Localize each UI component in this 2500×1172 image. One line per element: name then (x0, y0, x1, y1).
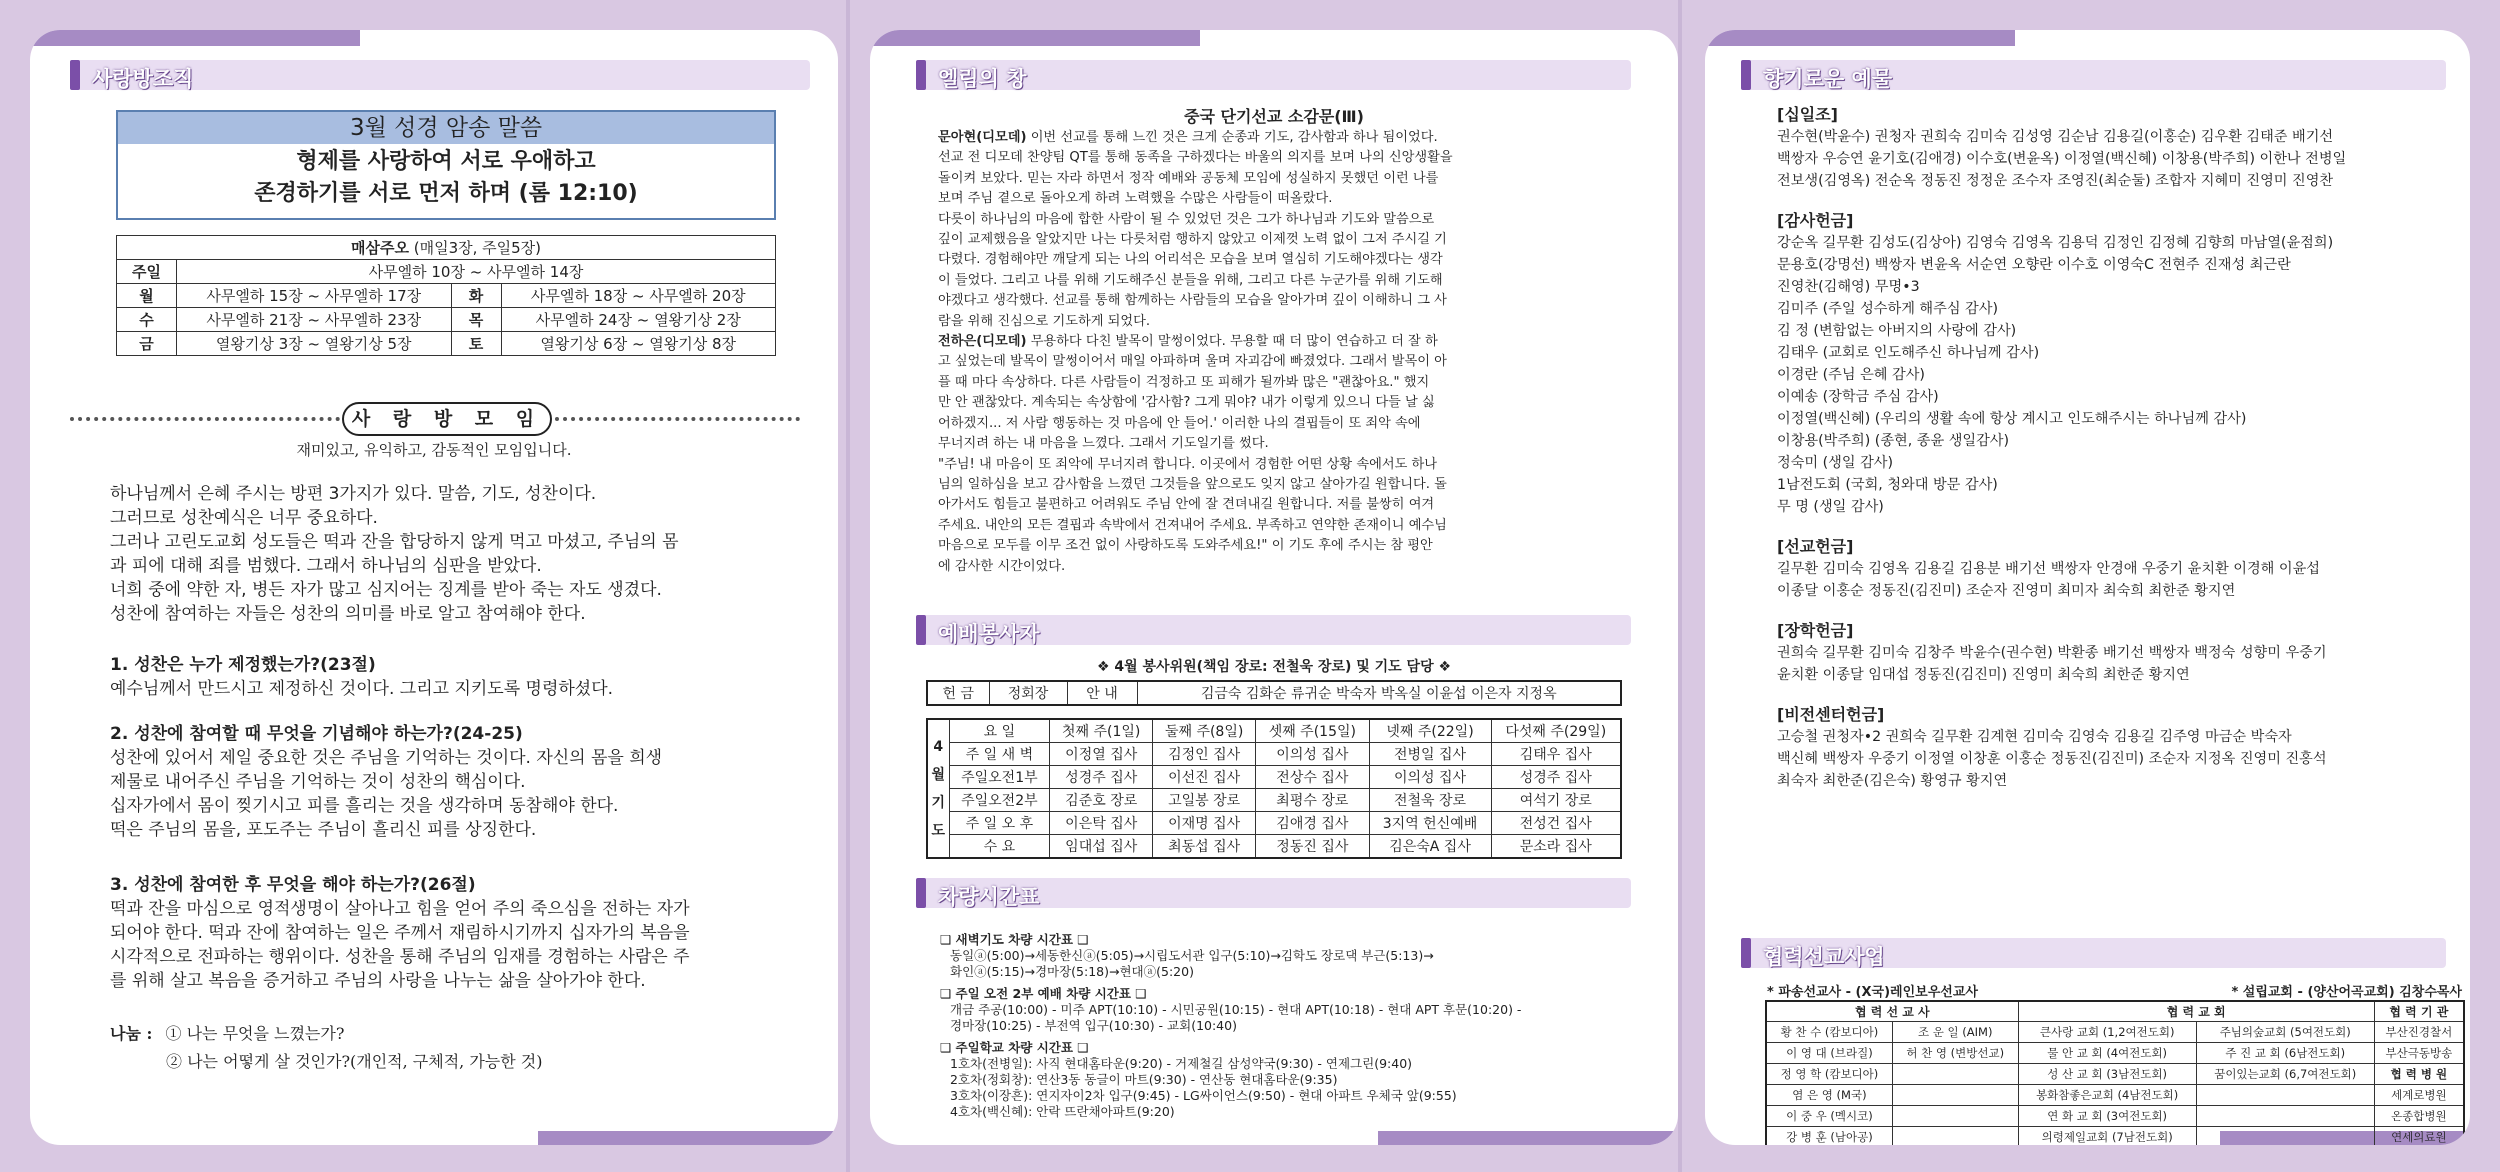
decor-band (1705, 30, 2015, 46)
decor-band (30, 30, 360, 46)
panel-middle (870, 30, 1678, 1145)
text-line: 이정열(백신혜) (우리의 생활 속에 항상 계시고 인도해주시는 하나님께 감사) (1777, 411, 2247, 427)
section-title: 향기로운 예물 (1763, 67, 1893, 91)
text-line: 무너지려 하는 내 마음을 느꼈다. 그래서 기도일기를 썼다. (938, 436, 1269, 452)
section-header-elim (916, 60, 1631, 90)
question-title: 1. 성찬은 누가 제정했는가?(23절) (110, 655, 376, 675)
question-title: 3. 성찬에 참여한 후 무엇을 해야 하는가?(26절) (110, 875, 476, 895)
text-line: 동일ⓐ(5:00)→세동한신ⓐ(5:05)→시립도서관 입구(5:10)→김학도 장로댁 부근(5:13)→ (950, 948, 1434, 963)
text-line: 1호차(전병일): 사직 현대홈타운(9:20) - 거제철길 삼성약국(9:30) - 연제그린(9:40) (950, 1056, 1413, 1071)
day-label: 월 (117, 284, 177, 308)
text-line: 3호차(이장흔): 연지자이2차 입구(9:45) - LG싸이언스(9:50) - 현대 아파트 우체국 앞(9:55) (950, 1088, 1457, 1103)
text-line: 플 때 마다 속상하다. 다른 사람들이 걱정하고 또 피해가 될까봐 많은 "괜찮아요." 했지 (938, 374, 1430, 390)
text-line: 1남전도회 (국회, 청와대 방문 감사) (1777, 477, 1998, 493)
reading-range: 사무엘하 18장 ~ 사무엘하 20장 (501, 284, 776, 308)
day-label: 수 (117, 308, 177, 332)
text-line: 진영찬(김해영) 무명•3 (1777, 279, 1920, 295)
text-line: 고승철 권청자•2 권희숙 길무환 김계현 김미숙 김영숙 김용길 김주영 마금순 박숙자 (1777, 729, 2292, 745)
section-title: 사랑방조직 (92, 67, 194, 91)
table-row: 강 병 훈 (남아공) 의령제일교회 (7남전도회) 연세의료원 (1766, 1127, 2464, 1146)
decor-band (870, 30, 1200, 46)
text-line: 제물로 내어주신 주님을 기억하는 것이 성찬의 핵심이다. (110, 772, 526, 792)
section-title: 협력선교사업 (1763, 945, 1885, 969)
text-line: 다렸다. 경험해야만 깨달게 되는 나의 어리석은 모습을 보며 열심히 기도해야겠다는 생각 (938, 252, 1443, 268)
article-title: 중국 단기선교 소감문(Ⅲ) (1184, 107, 1364, 126)
text-line: 고 싶었는데 발목이 말썽이어서 매일 아파하며 울며 자괴감에 빠졌었다. 그래서 발목이 아 (938, 354, 1447, 370)
offering-groups (1777, 104, 2457, 792)
bus-schedule-title: ❑ 주일학교 차량 시간표 ❑ (940, 1040, 1089, 1055)
mission-right-title: * 설립교회 - (양산어곡교회) 김창수목사 (2231, 985, 2462, 1000)
role-label: 헌 금 (927, 681, 989, 705)
question-title: 2. 성찬에 참여할 때 무엇을 기념해야 하는가?(24-25) (110, 724, 523, 744)
serve-heading: ❖ 4월 봉사위원(책임 장로: 전철욱 장로) 및 기도 담당 ❖ (1096, 659, 1452, 675)
author-name: 전하은(디모데) (938, 334, 1027, 350)
table-header-cell: 셋째 주(15일) (1256, 719, 1369, 743)
day-label: 금 (117, 332, 177, 356)
text-line: 김미주 (주일 성수하게 해주심 감사) (1777, 301, 1998, 317)
reading-range: 사무엘하 21장 ~ 사무엘하 23장 (177, 308, 452, 332)
role-value: 김금숙 김화순 류귀순 박숙자 박옥실 이윤섭 이은자 지정옥 (1137, 681, 1621, 705)
intro-text (110, 482, 810, 626)
text-line: 강순옥 길무환 김성도(김상아) 김영숙 김영옥 김용덕 김정인 김정혜 김향희 마남열(윤점희) (1777, 235, 2334, 251)
text-line: 윤치환 이종달 임대섭 정동진(김진미) 진영미 최숙희 최한준 황지연 (1777, 667, 2190, 683)
month-side-label: 4 월 기 도 (927, 719, 949, 858)
table-header-cell: 넷째 주(22일) (1369, 719, 1491, 743)
text-line: 이창용(박주희) (종현, 종윤 생일감사) (1777, 433, 2010, 449)
text-line: 이경란 (주님 은혜 감사) (1777, 367, 1925, 383)
section-header-bus-schedule (916, 878, 1631, 908)
text-line: 김태우 (교회로 인도해주신 하나님께 감사) (1777, 345, 2040, 361)
text-line: 다릇이 하나님의 마음에 합한 사람이 될 수 있었던 것은 그가 하나님과 기도와 말씀으로 (938, 211, 1435, 227)
text-line: 무용하다 다친 발목이 말썽이었다. 무용할 때 더 많이 연습하고 더 잘 하 (1026, 334, 1438, 350)
question-3 (110, 873, 810, 993)
text-line: 권희숙 길무환 김미숙 김창주 박윤수(권수현) 박환종 배기선 백쌍자 백정숙 성향미 우중기 (1777, 645, 2327, 661)
text-line: 님의 일하심을 보고 감사함을 느꼈던 그것들을 앞으로도 잊지 않고 살아가길 원합니다. 돌 (938, 476, 1447, 492)
reading-range: 사무엘하 15장 ~ 사무엘하 17장 (177, 284, 452, 308)
mission-left-title: * 파송선교사 - (X국)레인보우선교사 (1767, 985, 1978, 1000)
bible-reading-table (116, 235, 776, 356)
table-row: 이 중 우 (멕시코) 연 화 교 회 (3여전도회) 온종합병원 (1766, 1106, 2464, 1127)
text-line: 시각적으로 전파하는 행위이다. 성찬을 통해 주님의 임재를 경험하는 사람은 주 (110, 947, 690, 967)
text-line: 야겠다고 생각했다. 선교를 통해 함께하는 사람들의 모습을 알아가며 깊이 이해하니 그 사 (938, 293, 1447, 309)
bus-schedule-title: ❑ 새벽기도 차량 시간표 ❑ (940, 932, 1089, 947)
text-line: 주세요. 내안의 모든 결핍과 속박에서 건져내어 주세요. 부족하고 연약한 존재이니 예수님 (938, 517, 1447, 533)
day-label: 토 (451, 332, 501, 356)
table-row: 주 일 새 벽 이정열 집사 김정인 집사 이의성 집사 전병일 집사 김태우 집사 (927, 743, 1621, 766)
section-header-mission (1741, 938, 2446, 968)
text-line: 어하겠지... 저 사람 행동하는 것 마음에 안 들어.' 이러한 나의 결핍들이 또 죄악 속에 (938, 415, 1421, 431)
text-line: 백쌍자 우승연 윤기호(김애경) 이수호(변윤옥) 이정열(백신혜) 이창용(박주희) 이한나 전병일 (1777, 151, 2347, 167)
offering-group-title: [장학헌금] (1777, 621, 1854, 640)
offering-group-title: [선교헌금] (1777, 537, 1854, 556)
panel-left (30, 30, 838, 1145)
text-line: 보며 주님 곁으로 돌아오게 하려 노력했을 수많은 사람들이 떠올랐다. (938, 191, 1333, 207)
table-header-cell: 다섯째 주(29일) (1491, 719, 1621, 743)
text-line: 만 안 괜찮았다. 계속되는 속상함에 '감사함? 그게 뭐야? 내가 이렇게 있으니 다들 날 싫 (938, 395, 1435, 411)
text-line: 선교 전 디모데 찬양팀 QT를 통해 동족을 구하겠다는 바울의 의지를 보며 나의 신앙생활을 (938, 150, 1453, 166)
text-line: 성찬에 참여하는 자들은 성찬의 의미를 바로 알고 참여해야 한다. (110, 604, 586, 624)
table-row: 주 일 오 후 이은탁 집사 이재명 집사 김애경 집사 3지역 헌신예배 전성건 집사 (927, 812, 1621, 835)
reading-header: 매삼주오 (매일3장, 주일5장) (117, 236, 776, 260)
text-line: 2호차(정회창): 연산3동 동글이 마트(9:30) - 연산동 현대홈타운(9:35) (950, 1072, 1338, 1087)
text-line: 권수현(박윤수) 권청자 권희숙 김미숙 김성영 김순남 김용길(이홍순) 김우환 김태준 배기선 (1777, 129, 2334, 145)
role-value: 정회장 (989, 681, 1067, 705)
offering-group-title: [감사헌금] (1777, 211, 1854, 230)
role-label: 안 내 (1067, 681, 1137, 705)
reading-range: 사무엘하 10장 ~ 사무엘하 14장 (177, 260, 776, 284)
text-line: 를 위해 살고 복음을 증거하고 주님의 사랑을 나누는 삶을 살아가야 한다. (110, 971, 646, 991)
day-label: 목 (451, 308, 501, 332)
table-row: 정 영 학 (캄보디아) 성 산 교 회 (3남전도회) 꿈이있는교회 (6,7여전도회) 협 력 병 원 (1766, 1064, 2464, 1085)
section-header-worship-servers (916, 615, 1631, 645)
text-line: 이 들었다. 그리고 나를 위해 기도해주신 분들을 위해, 그리고 다른 누군가를 위해 기도해 (938, 272, 1443, 288)
table-header-cell: 협 력 기 관 (2374, 1001, 2464, 1022)
section-header-offerings (1741, 60, 2446, 90)
memory-verse-title: 3월 성경 암송 말씀 (118, 112, 774, 144)
text-line: 떡과 잔을 마심으로 영적생명이 살아나고 힘을 얻어 주의 죽으심을 전하는 자가 (110, 899, 690, 919)
dotted-divider (555, 417, 800, 421)
text-line: 이종달 이홍순 정동진(김진미) 조순자 진영미 최미자 최숙희 최한준 황지연 (1777, 583, 2236, 599)
text-line: 김 정 (변함없는 아버지의 사랑에 감사) (1777, 323, 2017, 339)
question-1 (110, 653, 810, 701)
offering-group-title: [비전센터헌금] (1777, 705, 1885, 724)
share-item: ① 나는 무엇을 느꼈는가? (165, 1024, 345, 1043)
text-line: 4호차(백신혜): 안락 뜨란채아파트(9:20) (950, 1104, 1175, 1119)
text-line: 이예송 (장학금 주심 감사) (1777, 389, 1939, 405)
offering-servers-table (926, 680, 1622, 706)
text-line: 경마장(10:25) - 부전역 입구(10:30) - 교회(10:40) (950, 1018, 1237, 1033)
text-line: 람을 위해 진심으로 기도하게 되었다. (938, 313, 1151, 329)
section-title: 예배봉사자 (938, 622, 1040, 646)
meeting-title: 사 랑 방 모 임 (342, 402, 552, 436)
bus-schedules (940, 932, 1640, 1120)
page-fold-right (1678, 0, 1682, 1172)
table-row: 수 요 임대섭 집사 최동섭 집사 정동진 집사 김은숙A 집사 문소라 집사 (927, 835, 1621, 859)
share-label: 나눔 : (110, 1024, 153, 1043)
section-title: 엘림의 창 (938, 67, 1027, 91)
meeting-subtitle: 재미있고, 유익하고, 감동적인 모임입니다. (296, 441, 572, 459)
panel-right (1705, 30, 2470, 1145)
text-line: 화인ⓐ(5:15)→경마장(5:18)→현대ⓐ(5:20) (950, 964, 1194, 979)
table-header-cell: 둘째 주(8일) (1153, 719, 1256, 743)
text-line: 성찬에 있어서 제일 중요한 것은 주님을 기억하는 것이다. 자신의 몸을 희생 (110, 748, 663, 768)
text-line: 돌이켜 보았다. 믿는 자라 하면서 정작 예배와 공동체 모임에 성실하지 못했던 이런 나를 (938, 170, 1439, 186)
text-line: 최숙자 최한준(김은숙) 황영규 황지연 (1777, 773, 2008, 789)
table-header-cell: 협 력 선 교 사 (1766, 1001, 2018, 1022)
text-line: 되어야 한다. 떡과 잔에 참여하는 일은 주께서 재림하시기까지 십자가의 복음을 (110, 923, 690, 943)
offering-group-title: [십일조] (1777, 105, 1838, 124)
text-line: 그러나 고린도교회 성도들은 떡과 잔을 합당하지 않게 먹고 마셨고, 주님의 몸 (110, 532, 679, 552)
prayer-schedule-table (926, 718, 1622, 859)
text-line: 무 명 (생일 감사) (1777, 499, 1884, 515)
text-line: 깊이 교제했음을 알았지만 나는 다릇처럼 행하지 않았고 이제껏 노력 없이 그저 주시길 기 (938, 232, 1447, 248)
text-line: 정숙미 (생일 감사) (1777, 455, 1894, 471)
text-line: 마음으로 모두를 이무 조건 없이 사랑하도록 도와주세요!" 이 기도 후에 주시는 참 평안 (938, 538, 1433, 554)
table-header-cell: 협 력 교 회 (2018, 1001, 2374, 1022)
decor-band (1378, 1131, 1678, 1145)
text-line: 길무환 김미숙 김영옥 김용길 김용분 배기선 백쌍자 안경애 우중기 윤치환 이경해 이윤섭 (1777, 561, 2320, 577)
section-title: 차량시간표 (938, 885, 1040, 909)
share-block (110, 1022, 810, 1074)
text-line: 과 피에 대해 죄를 범했다. 그래서 하나님의 심판을 받았다. (110, 556, 542, 576)
mission-table (1765, 1000, 2465, 1145)
table-header-cell: 첫째 주(1일) (1050, 719, 1153, 743)
table-row: 황 찬 수 (캄보디아) 조 운 일 (AIM) 큰사랑 교회 (1,2여전도회) 주님의숲교회 (5여전도회) 부산진경찰서 (1766, 1022, 2464, 1043)
text-line: 백신혜 백쌍자 우중기 이정열 이창훈 이홍순 정동진(김진미) 조순자 지정옥 진영미 진홍석 (1777, 751, 2327, 767)
author-name: 문아현(디모데) (938, 130, 1027, 145)
text-line: 전보생(김영옥) 전순옥 정동진 정정운 조수자 조영진(최순둘) 조합자 지혜미 진영미 진영찬 (1777, 173, 2334, 189)
memory-verse-line: 형제를 사랑하여 서로 우애하고 (296, 149, 596, 174)
text-line: 이번 선교를 통해 느낀 것은 크게 순종과 기도, 감사함과 하나 됨이었다. (1026, 130, 1438, 145)
bus-schedule-title: ❑ 주일 오전 2부 예배 차량 시간표 ❑ (940, 986, 1147, 1001)
section-header-sarangbang (70, 60, 810, 90)
decor-band (538, 1131, 838, 1145)
memory-verse-line: 존경하기를 서로 먼저 하며 (롬 12:10) (254, 181, 638, 206)
text-line: 그러므로 성찬예식은 너무 중요하다. (110, 508, 378, 528)
text-line: 떡은 주님의 몸을, 포도주는 주님이 흘리신 피를 상징한다. (110, 820, 537, 840)
share-item: ② 나는 어떻게 살 것인가?(개인적, 구체적, 가능한 것) (166, 1052, 543, 1071)
reading-range: 열왕기상 6장 ~ 열왕기상 8장 (501, 332, 776, 356)
text-line: "주님! 내 마음이 또 죄악에 무너지려 합니다. 이곳에서 경험한 어떤 상황 속에서도 하나 (938, 456, 1437, 472)
day-label: 화 (451, 284, 501, 308)
memory-verse-box (116, 110, 776, 220)
table-row: 주일오전2부 김준호 장로 고일봉 장로 최평수 장로 전철욱 장로 여석기 장로 (927, 789, 1621, 812)
question-2 (110, 722, 810, 842)
text-line: 문용호(강명선) 백쌍자 변윤옥 서순연 오향란 이수호 이영숙C 전현주 진재성 최근란 (1777, 257, 2291, 273)
table-row: 염 은 영 (M국) 봉화참좋은교회 (4남전도회) 세계로병원 (1766, 1085, 2464, 1106)
text-line: 십자가에서 몸이 찢기시고 피를 흘리는 것을 생각하며 동참해야 한다. (110, 796, 619, 816)
table-row: 주일오전1부 성경주 집사 이선진 집사 전상수 집사 이의성 집사 성경주 집사 (927, 766, 1621, 789)
page-fold-left (846, 0, 850, 1172)
table-row: 이 영 대 (브라질) 허 찬 영 (변방선교) 물 안 교 회 (4여전도회) 주 진 교 회 (6남전도회) 부산극동방송 (1766, 1043, 2464, 1064)
text-line: 아가서도 힘들고 불편하고 어려워도 주님 안에 잘 견뎌내길 원합니다. 저를 불쌍히 여겨 (938, 497, 1435, 513)
text-line: 하나님께서 은혜 주시는 방편 3가지가 있다. 말씀, 기도, 성찬이다. (110, 484, 597, 504)
text-line: 예수님께서 만드시고 제정하신 것이다. 그리고 지키도록 명령하셨다. (110, 679, 614, 699)
table-header-cell: 요 일 (949, 719, 1050, 743)
article-body (938, 128, 1628, 577)
text-line: 에 감사한 시간이었다. (938, 558, 1066, 574)
reading-range: 열왕기상 3장 ~ 열왕기상 5장 (177, 332, 452, 356)
day-label: 주일 (117, 260, 177, 284)
reading-range: 사무엘하 24장 ~ 열왕기상 2장 (501, 308, 776, 332)
dotted-divider (70, 417, 340, 421)
text-line: 개금 주공(10:00) - 미주 APT(10:10) - 시민공원(10:15) - 현대 APT(10:18) - 현대 APT 후문(10:20) - (950, 1002, 1522, 1017)
text-line: 너희 중에 약한 자, 병든 자가 많고 심지어는 징계를 받아 죽는 자도 생겼다. (110, 580, 662, 600)
